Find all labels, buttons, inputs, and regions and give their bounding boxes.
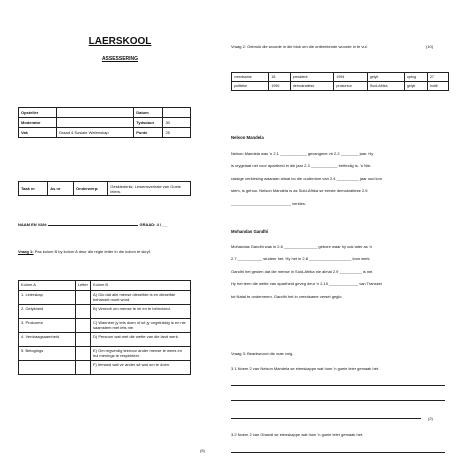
column-a-cell xyxy=(19,361,76,375)
word-cell: 18 xyxy=(269,73,290,82)
paragraph-line: Nelson Mandela was 'n 2.1 ____________ gevangene vir 2.2 ________ jaar. Hy xyxy=(231,151,374,156)
word-cell: president xyxy=(290,73,334,82)
table-row xyxy=(19,305,191,319)
question-1-text: Pas kolom B by kolom A deur die regte letter in die kolom te skryf. xyxy=(34,249,151,254)
name-line xyxy=(18,221,218,227)
answer-line[interactable] xyxy=(231,418,421,419)
info-label: Datum xyxy=(134,108,163,118)
letter-answer-cell[interactable] xyxy=(75,291,90,305)
info-value xyxy=(163,108,191,118)
letter-answer-cell[interactable] xyxy=(75,361,90,375)
letter-header: Letter xyxy=(75,281,90,291)
nelson-mandela-paragraph xyxy=(231,148,451,210)
column-a-header: Kolom A xyxy=(19,281,76,291)
word-cell: optog xyxy=(404,73,427,82)
paragraph-line: Mohandas Gandhi was in 2.6 _______________ gebore waar hy ook later as 'n xyxy=(231,244,372,249)
word-cell: demokratiese xyxy=(290,82,334,91)
paragraph-line: rassige verkiesing waaraan almal bo die ouderdom van 2.4 __________ jaar oud kon xyxy=(231,175,382,181)
info-label: Moderator xyxy=(19,118,57,128)
table-row xyxy=(19,291,191,305)
info-value: 30 xyxy=(163,118,191,128)
word-bank-table xyxy=(231,72,449,91)
topic-value: Geskiedenis: Lewensverhale van Goeie leiers. xyxy=(108,182,191,196)
topic-table xyxy=(18,181,191,196)
word-cell: Indië xyxy=(427,82,448,91)
word-cell: gelyk xyxy=(367,73,404,82)
question-2-title: Vraag 2: Gebruik die woorde in die blok om die ontbrekende woorde in te vul. xyxy=(231,44,368,49)
column-b-cell: D) Persoon wat met die wette van die land werk. xyxy=(90,333,190,347)
question-2-marks: (10) xyxy=(426,44,434,49)
column-b-cell: E) Om regverdig teenoor ander mense te wees en hul menings te respekteer. xyxy=(90,347,190,361)
word-cell: vreedsame xyxy=(232,73,269,82)
question-1-label: Vraag 1: xyxy=(18,249,34,254)
paragraph-line: stem, is gehou. Nelson Mandela is as Suid-Afrika se eerste demokratiese 2.5 xyxy=(231,188,368,194)
info-value xyxy=(56,108,133,118)
page-number: (5) xyxy=(200,448,205,453)
word-cell: gelyk xyxy=(404,82,427,91)
assessment-subtitle: ASSESSERING xyxy=(101,56,139,62)
letter-answer-cell[interactable] xyxy=(75,305,90,319)
question-3-2: 3.2 Noem 2 van Ghandi se eienskappe wat hom 'n goeie leier gemaak het. xyxy=(231,432,364,437)
paragraph-line: tot Natal te onderneem. Gandhi het in vreedsame verset geglo. xyxy=(231,293,343,299)
letter-answer-cell[interactable] xyxy=(75,333,90,347)
table-row xyxy=(19,319,191,333)
paragraph-line: Hy het teen die wette van apartheid geveg deur 'n 2.10 _____________ van Transkei xyxy=(231,281,382,287)
matching-table xyxy=(18,280,191,375)
info-label: Opsteller xyxy=(19,108,57,118)
answer-line[interactable] xyxy=(231,400,445,401)
letter-answer-cell[interactable] xyxy=(75,347,90,361)
letter-answer-cell[interactable] xyxy=(75,319,90,333)
info-value: 25 xyxy=(163,128,191,138)
question-3-1-marks: (2) xyxy=(428,416,433,421)
info-value xyxy=(56,118,133,128)
school-title: LAERSKOOL xyxy=(88,36,152,47)
word-cell: 1990 xyxy=(269,82,290,91)
word-cell: 1994 xyxy=(334,73,367,82)
word-cell: politieke xyxy=(232,82,269,91)
gandhi-paragraph xyxy=(231,241,451,303)
answer-line[interactable] xyxy=(231,452,445,453)
name-label: NAAM EN VAN: xyxy=(18,222,48,227)
column-a-cell: 2. Gelykheid xyxy=(19,305,76,319)
info-label: Vak xyxy=(19,128,57,138)
paragraph-line: 2.7 ___________ studeer het. Hy het in 2.8 ___________________ kom werk. xyxy=(231,256,371,262)
question-3-1: 3.1 Noem 2 van Nelson Mandela se eienskappe wat hom 'n goeie leier gemaak het. xyxy=(231,366,380,371)
column-b-cell: F) Iemand wat vir ander sê wat om te doen. xyxy=(90,361,190,375)
column-b-cell: B) Vermoë om mense te lei en te beïnvloed. xyxy=(90,305,190,319)
column-b-cell: C) Wanneer jy iets doen of sê jy ongelukkig is en nie saamstem met iets nie. xyxy=(90,319,190,333)
paragraph-line: is vrygelaat net voor apartheid in die jaar 2.3 ____________ beëindig is. 'n Nie- xyxy=(231,163,372,169)
column-b-header: Kolom B xyxy=(90,281,190,291)
info-label: Tydsduur xyxy=(134,118,163,128)
question-1-instruction xyxy=(18,249,218,254)
question-3-title: Vraag 3: Beantwoord die vrae volg. xyxy=(231,351,294,356)
word-cell: prokureur xyxy=(334,82,367,91)
table-row xyxy=(19,361,191,375)
nelson-mandela-heading: Nelson Mandela xyxy=(231,135,264,140)
column-a-cell: 1. Leierskap xyxy=(19,291,76,305)
topic-label: Onderwerp: xyxy=(74,182,108,196)
answer-line[interactable] xyxy=(231,385,445,386)
info-label: Punte xyxy=(134,128,163,138)
column-a-cell: 4. Verdraagsaamheid xyxy=(19,333,76,347)
table-row xyxy=(19,347,191,361)
table-row xyxy=(19,333,191,347)
word-cell: 27 xyxy=(427,73,448,82)
name-blank[interactable] xyxy=(48,221,138,226)
gandhi-heading: Mohandas Gandhi xyxy=(231,229,269,234)
paragraph-line: ___________________________ verkies. xyxy=(231,200,306,206)
info-value: Graad 4 Sosiale Wetenskap xyxy=(56,128,133,138)
as-number: As nr xyxy=(48,182,74,196)
task-number: Taak nr xyxy=(19,182,48,196)
column-b-cell: A) Glo dat alle mense dieselfde is en dieselfde behandel moet word. xyxy=(90,291,190,305)
info-table xyxy=(18,107,191,138)
word-cell: Suid-Afrika xyxy=(367,82,404,91)
column-a-cell: 5. Betogings xyxy=(19,347,76,361)
grade-label: GRAAD: 4 /___ xyxy=(139,222,168,227)
paragraph-line: Gandhi het gesien dat die mense in Suid-Afrika nie almal 2.9 __________ is nie. xyxy=(231,268,374,274)
column-a-cell: 3. Prokureur xyxy=(19,319,76,333)
